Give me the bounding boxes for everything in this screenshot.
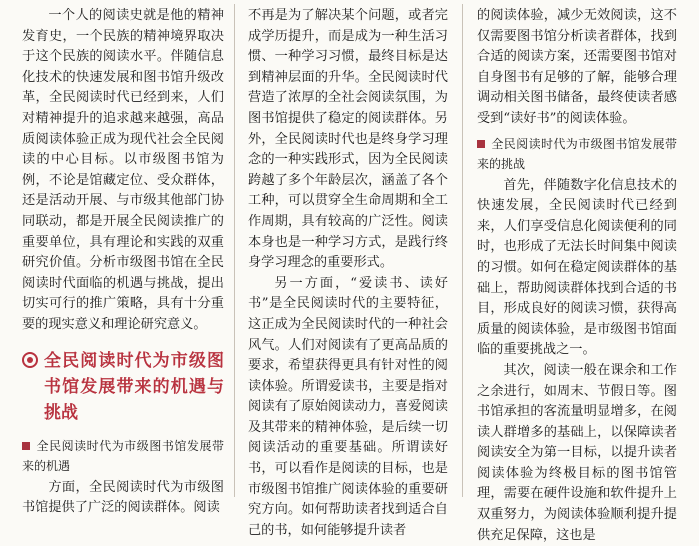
paragraph: 方面，全民阅读时代为市级图书馆提供了广泛的阅读群体。阅读: [22, 479, 224, 516]
square-bullet-icon: [22, 442, 30, 450]
subheading-text: 全民阅读时代为市级图书馆发展带来的机遇: [22, 438, 224, 473]
subheading-opportunities: [22, 436, 224, 476]
section-title: 全民阅读时代为市级图书馆发展带来的机遇与挑战: [44, 350, 224, 423]
column-divider-2: [462, 4, 463, 497]
paragraph: 首先，伴随数字化信息技术的快速发展，全民阅读时代已经到来，人们享受信息化阅读便利的同时，也形成了无法长时间集中阅读的习惯。如何在稳定阅读群体的基础上，帮助阅读群体找到合适的书目，形成良好的阅读习惯，获得高质量的阅读体验，是市级图书馆面临的重要挑战之一。: [477, 177, 677, 358]
paragraph: 其次，阅读一般在课余和工作之余进行，如周末、节假日等。图书馆承担的客流量明显增多，在阅读人群增多的基础上，以保障读者阅读安全为第一目标，以提升读者阅读体验为终极目标的图书馆管理，需要在硬件设施和软件提升上双重努力，为阅读体验顺利提升提供充足保障，这也是: [477, 362, 677, 543]
square-bullet-icon: [477, 140, 485, 148]
paragraph: 另一方面，“爱读书、读好书”是全民阅读时代的主要特征，这正成为全民阅读时代的一种社会风气。人们对阅读有了更高品质的要求，希望获得更具有针对性的阅读体验。所谓爱读书，主要是指对阅读有了原始阅读动力，喜爱阅读及其带来的精神体验，是后续一切阅读活动的重要基础。所谓读好书，可以看作是阅读的目标，也是市级图书馆推广阅读体验的重要研究方向。如何帮助读者找到适合自己的书，如何能够提升读者: [248, 275, 448, 538]
section-bullet-icon: [22, 352, 44, 374]
subheading-text: 全民阅读时代为市级图书馆发展带来的挑战: [477, 136, 677, 171]
text-column-2: [248, 6, 448, 541]
section-heading: [22, 348, 224, 426]
text-column-3: [477, 6, 677, 546]
intro-paragraph: 一个人的阅读史就是他的精神发育史，一个民族的精神境界取决于这个民族的阅读水平。伴随信息化技术的快速发展和图书馆升级改革，全民阅读时代已经到来，人们对精神提升的追求越来越强，高品质阅读体验正成为现代社会全民阅读的中心目标。以市级图书馆为例，不论是馆藏定位、受众群体，还是活动开展、与市级其他部门协同联动，都是开展全民阅读推广的重要单位，具有理论和实践的双重研究价值。分析市级图书馆在全民阅读时代面临的机遇与挑战，提出切实可行的推广策略，具有十分重要的现实意义和理论研究意义。: [22, 8, 224, 332]
column-divider-1: [234, 4, 235, 497]
paragraph: 不再是为了解决某个问题，或者完成学历提升，而是成为一种生活习惯、一种学习习惯，最终目标是达到精神层面的升华。全民阅读时代营造了浓厚的全社会阅读氛围，为图书馆提供了稳定的阅读群体。另外，全民阅读时代也是终身学习理念的一种实践形式，因为全民阅读跨越了多个年龄层次，涵盖了各个工种，可以贯穿全生命周期和全工作周期，具有较高的广泛性。阅读本身也是一种学习方式，是践行终身学习理念的重要形式。: [248, 8, 448, 271]
subheading-challenges: [477, 134, 677, 174]
paragraph: 的阅读体验，减少无效阅读，这不仅需要图书馆分析读者群体，找到合适的阅读方案，还需要图书馆对自身图书有足够的了解，能够合理调动相关图书储备，最终使读者感受到“读好书”的阅读体验。: [477, 8, 677, 126]
text-column-1: [22, 6, 224, 519]
